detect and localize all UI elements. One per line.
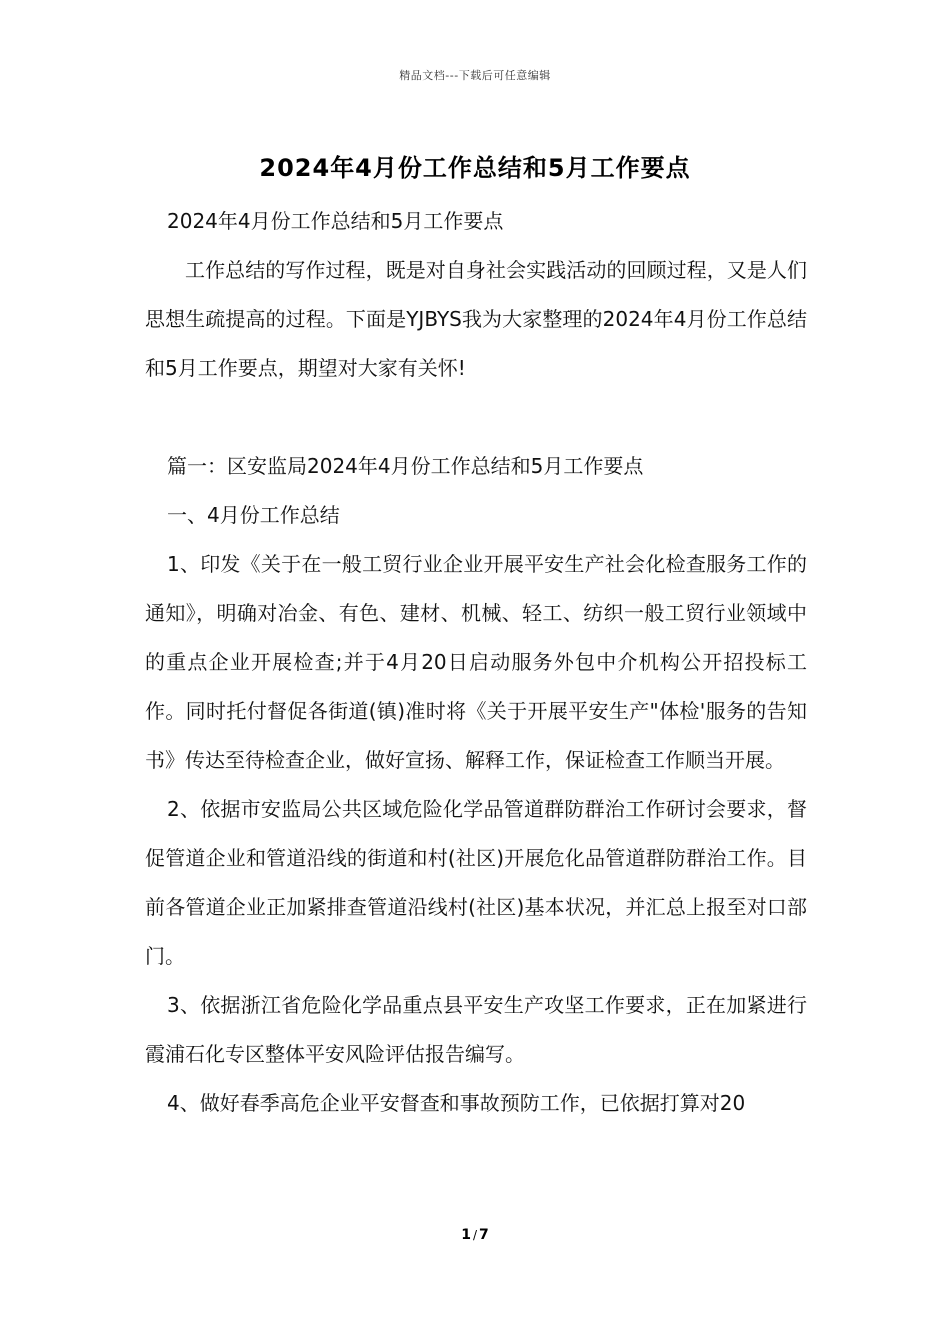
document-title: 2024年4月份工作总结和5月工作要点 bbox=[259, 154, 691, 182]
list-item-2: 2、依据市安监局公共区域危险化学品管道群防群治工作研讨会要求，督促管道企业和管道沿线的街道和村(社区)开展危化品管道群防群治工作。目前各管道企业正加紧排查管道沿线村(社区)基本状况，并汇总上报至对口部门。 bbox=[145, 797, 807, 968]
document-body bbox=[145, 197, 807, 1128]
list-item-3: 3、依据浙江省危险化学品重点县平安生产攻坚工作要求，正在加紧进行霞浦石化专区整体平安风险评估报告编写。 bbox=[145, 993, 807, 1066]
section-heading: 篇一：区安监局2024年4月份工作总结和5月工作要点 bbox=[167, 454, 644, 478]
current-page: 1 bbox=[461, 1227, 471, 1243]
intro-paragraph: 工作总结的写作过程，既是对自身社会实践活动的回顾过程，又是人们思想生疏提高的过程。下面是YJBYS我为大家整理的2024年4月份工作总结和5月工作要点，期望对大家有关怀! bbox=[145, 258, 807, 380]
subtitle-paragraph: 2024年4月份工作总结和5月工作要点 bbox=[167, 209, 504, 233]
page-number bbox=[0, 1227, 950, 1243]
total-pages: 7 bbox=[479, 1227, 489, 1243]
header-note: 精品文档---下载后可任意编辑 bbox=[399, 69, 551, 82]
paragraph-spacer bbox=[145, 393, 807, 442]
list-item-4: 4、做好春季高危企业平安督查和事故预防工作，已依据打算对20 bbox=[167, 1091, 746, 1115]
page-separator: / bbox=[472, 1228, 478, 1242]
list-item-1: 1、印发《关于在一般工贸行业企业开展平安生产社会化检查服务工作的通知》，明确对冶金、有色、建材、机械、轻工、纺织一般工贸行业领域中的重点企业开展检查;并于4月20日启动服务外包中介机构公开招投标工作。同时托付督促各街道(镇)准时将《关于开展平安生产"体检'服务的告知书》传达至待检查企业，做好宣扬、解释工作，保证检查工作顺当开展。 bbox=[145, 552, 807, 772]
subsection-heading: 一、4月份工作总结 bbox=[167, 503, 340, 527]
